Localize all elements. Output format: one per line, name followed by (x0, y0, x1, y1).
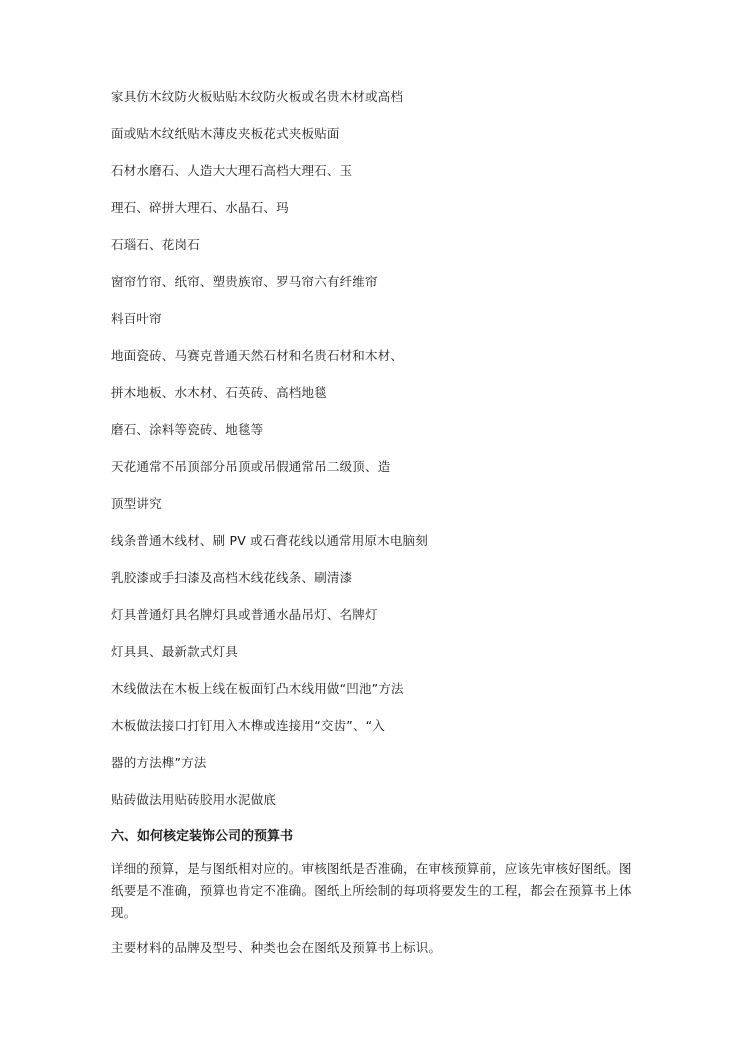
text-line: 石材水磨石、人造大大理石高档大理石、玉 (111, 163, 353, 178)
text-line: 窗帘竹帘、纸帘、塑贵族帘、罗马帘六有纤维帘 (111, 274, 378, 289)
text-line: 理石、碎拼大理石、水晶石、玛 (111, 200, 289, 215)
paragraph: 主要材料的品牌及型号、种类也会在图纸及预算书上标识。 (111, 940, 442, 955)
text-line: 料百叶帘 (111, 311, 162, 326)
text-line: 贴砖做法用贴砖胶用水泥做底 (111, 792, 277, 807)
text-line: 木板做法接口打钉用入木榫或连接用“交齿”、“入 (111, 718, 386, 733)
text-line: 器的方法榫”方法 (111, 755, 207, 770)
text-line: 木线做法在木板上线在板面钉凸木线用做“凹池”方法 (111, 681, 404, 696)
section-heading: 六、如何核定装饰公司的预算书 (111, 829, 294, 844)
paragraph: 详细的预算，是与图纸相对应的。审核图纸是否准确，在审核预算前，应该先审核好图纸。图纸要是不准确，预算也肯定不准确。图纸上所绘制的每项将要发生的工程，都会在预算书上体现。 (111, 861, 632, 920)
text-line: 地面瓷砖、马赛克普通天然石材和名贵石材和木材、 (111, 348, 404, 363)
text-line: 乳胶漆或手扫漆及高档木线花线条、刷清漆 (111, 570, 353, 585)
text-line: 家具仿木纹防火板贴贴木纹防火板或名贵木材或高档 (111, 89, 404, 104)
text-line: 灯具具、最新款式灯具 (111, 644, 239, 659)
text-line: 线条普通木线材、刷 PV 或石膏花线以通常用原木电脑刻 (111, 533, 428, 548)
text-line: 灯具普通灯具名牌灯具或普通水晶吊灯、名牌灯 (111, 607, 378, 622)
text-line: 面或贴木纹纸贴木薄皮夹板花式夹板贴面 (111, 126, 340, 141)
text-line: 磨石、涂料等瓷砖、地毯等 (111, 422, 264, 437)
text-line: 天花通常不吊顶部分吊顶或吊假通常吊二级顶、造 (111, 459, 391, 474)
text-line: 拼木地板、水木材、石英砖、高档地毯 (111, 385, 327, 400)
text-line: 顶型讲究 (111, 496, 162, 511)
text-line: 石瑙石、花岗石 (111, 237, 200, 252)
